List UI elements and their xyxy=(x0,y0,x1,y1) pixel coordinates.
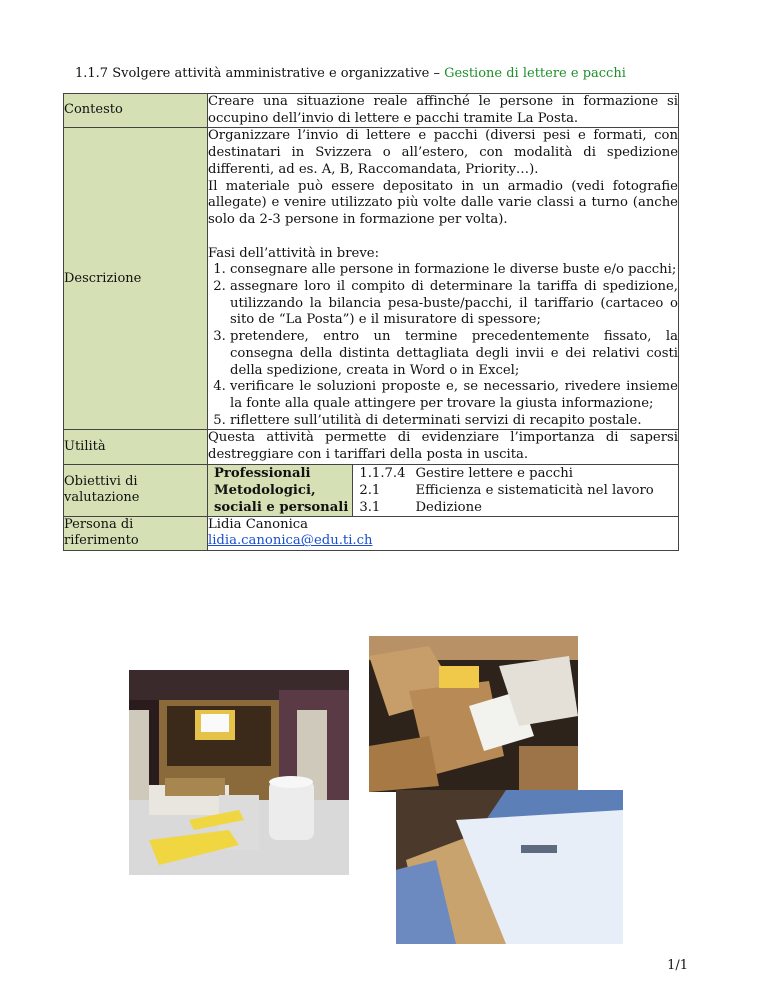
persona-cell xyxy=(208,516,679,550)
category-sociali-personali: sociali e personali xyxy=(208,499,353,516)
objective-code: 1.1.7.4 xyxy=(359,465,406,481)
page-number: 1/1 xyxy=(667,958,688,973)
row-persona xyxy=(64,516,679,550)
label-descrizione: Descrizione xyxy=(64,128,208,430)
row-descrizione xyxy=(64,128,679,430)
row-obiettivi xyxy=(64,464,679,516)
steps-title: Fasi dell’attività in breve: xyxy=(208,245,380,261)
heading-prefix: 1.1.7 Svolgere attività amministrative e organizzative – xyxy=(75,66,445,81)
obiettivi-cell xyxy=(208,464,679,516)
step-item: 4. verificare le soluzioni proposte e, se necessario, rivedere insieme la fonte alla quale attingere per trovare la giusta informazione; xyxy=(230,379,678,412)
label-utilita: Utilità xyxy=(64,430,208,464)
descrizione-cell xyxy=(208,128,679,430)
objective-text: Dedizione xyxy=(415,499,482,515)
objective-text: Efficienza e sistematicità nel lavoro xyxy=(415,482,654,498)
photo-cabinet-materials xyxy=(129,670,349,875)
objective-code: 2.1 xyxy=(359,482,381,498)
obiettivi-table xyxy=(208,465,678,516)
contact-name: Lidia Canonica xyxy=(208,516,309,532)
step-item: 1. consegnare alle persone in formazione le diverse buste e/o pacchi; xyxy=(230,262,678,279)
descrizione-paragraph-2: Il materiale può essere depositato in un armadio (vedi fotografie allegate) e venire utilizzato più volte dalle varie classi a turno (anche solo da 2-3 persone in formazione per volta). xyxy=(208,178,678,227)
photo-parcels-shelves xyxy=(369,636,578,792)
photo-envelope-closeup xyxy=(396,790,623,944)
contesto-text: Creare una situazione reale affinché le persone in formazione si occupino dell’invio di lettere e pacchi tramite La Posta. xyxy=(208,94,679,128)
activity-table xyxy=(63,93,679,551)
objective-text: Gestire lettere e pacchi xyxy=(415,465,573,481)
label-obiettivi: Obiettivi di valutazione xyxy=(64,464,208,516)
row-contesto xyxy=(64,94,679,128)
step-item: 5. riflettere sull’utilità di determinati servizi di recapito postale. xyxy=(230,413,678,430)
step-item: 2. assegnare loro il compito di determinare la tariffa di spedizione, utilizzando la bilancia pesa-buste/pacchi, il tariffario (cartaceo o sito de “La Posta”) e il misuratore di spessore; xyxy=(230,279,678,329)
row-utilita xyxy=(64,430,679,464)
contact-email-link[interactable]: lidia.canonica@edu.ti.ch xyxy=(208,533,373,549)
objective-code: 3.1 xyxy=(359,499,381,515)
heading-highlight: Gestione di lettere e pacchi xyxy=(444,66,626,81)
step-item: 3. pretendere, entro un termine precedentemente fissato, la consegna della distinta dettagliata degli invii e dei relativi costi della spedizione, creata in Word o in Excel; xyxy=(230,329,678,379)
section-heading xyxy=(75,66,715,81)
steps-list xyxy=(208,262,678,429)
descrizione-paragraph-1: Organizzare l’invio di lettere e pacchi (diversi pesi e formati, con destinatari in Svizzera o all’estero, con modalità di spedizione differenti, ad es. A, B, Raccomandata, Priority…). xyxy=(208,128,678,177)
category-metodologici: Metodologici, xyxy=(208,482,353,499)
label-contesto: Contesto xyxy=(64,94,208,128)
utilita-text: Questa attività permette di evidenziare l’importanza di sapersi destreggiare con i tariffari della posta in uscita. xyxy=(208,430,679,464)
label-persona: Persona di riferimento xyxy=(64,516,208,550)
category-professionali: Professionali xyxy=(208,465,353,482)
